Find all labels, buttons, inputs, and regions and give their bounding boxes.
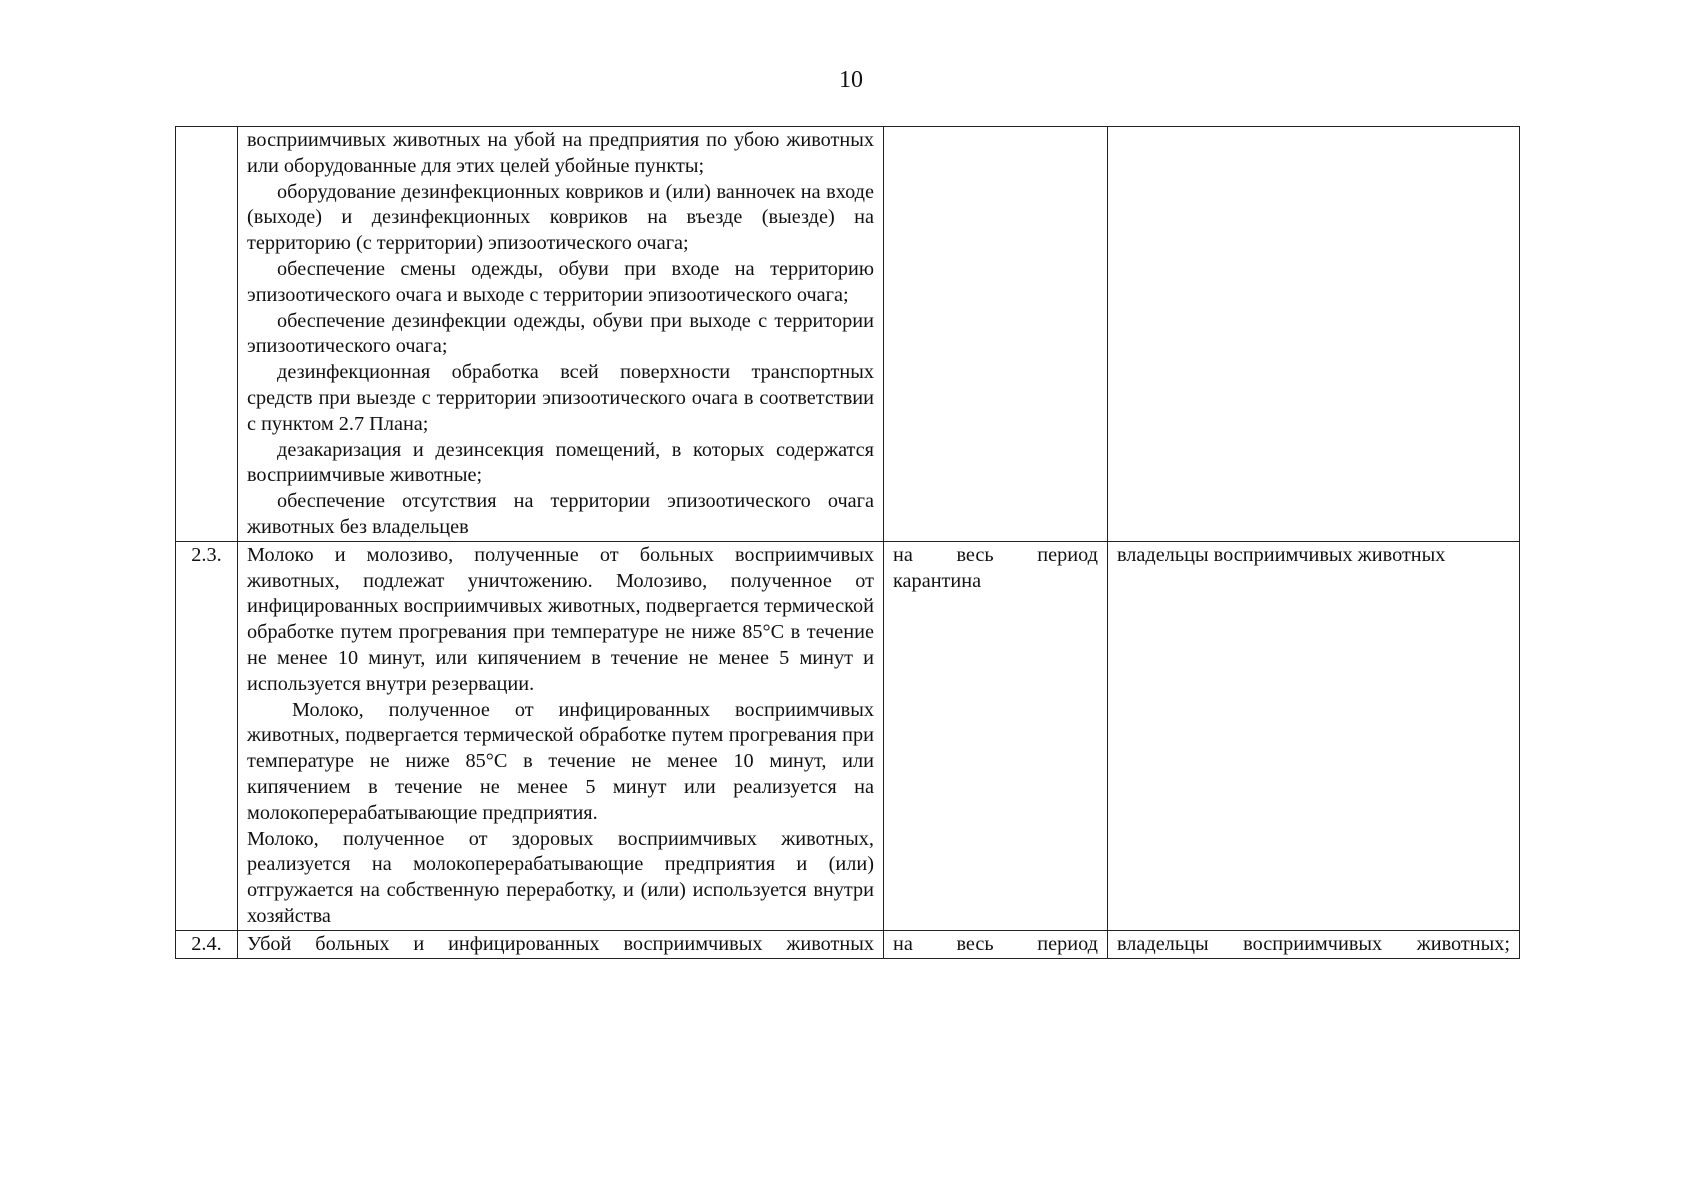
- responsible-cell: владельцы восприимчивых животных;: [1108, 930, 1520, 958]
- period-cell: на весь период карантина: [884, 541, 1108, 930]
- row-number-cell: [176, 127, 238, 542]
- measure-paragraph: обеспечение смены одежды, обуви при входе на территорию эпизоотического очага и выходе с территории эпизоотического очага;: [247, 257, 874, 306]
- measure-paragraph: обеспечение отсутствия на территории эпизоотического очага животных без владельцев: [247, 490, 874, 538]
- measure-paragraph: Молоко, полученное от инфицированных восприимчивых животных, подвергается термической обработке путем прогревания при температуре не ниже 85°С в течение не менее 10 минут, или кипячением в течение не менее 5 минут или реализуется на молокоперерабатывающие предприятия.: [247, 698, 874, 824]
- measure-cell: [238, 127, 884, 542]
- measure-cell: [238, 930, 884, 958]
- measure-paragraph: восприимчивых животных на убой на предприятия по убою животных или оборудованные для этих целей убойные пункты;: [247, 129, 874, 177]
- measure-paragraph: обеспечение дезинфекции одежды, обуви при выходе с территории эпизоотического очага;: [247, 309, 874, 358]
- table-row: [176, 930, 1520, 958]
- measure-paragraph: Убой больных и инфицированных восприимчивых животных: [247, 932, 874, 955]
- measures-table: [175, 126, 1520, 959]
- table-row: [176, 127, 1520, 542]
- page-number: 10: [839, 67, 863, 93]
- measure-paragraph: оборудование дезинфекционных ковриков и (или) ванночек на входе (выходе) и дезинфекционных ковриков на въезде (выезде) на территорию (с территории) эпизоотического очага;: [247, 180, 874, 255]
- row-number-cell: 2.4.: [176, 930, 238, 958]
- measure-paragraph: дезинфекционная обработка всей поверхности транспортных средств при выезде с территории эпизоотического очага в соответствии с пунктом 2.7 Плана;: [247, 361, 874, 435]
- table-row: [176, 541, 1520, 930]
- measure-cell: [238, 541, 884, 930]
- measure-paragraph: дезакаризация и дезинсекция помещений, в которых содержатся восприимчивые животные;: [247, 438, 874, 487]
- responsible-cell: [1108, 127, 1520, 542]
- row-number-cell: 2.3.: [176, 541, 238, 930]
- measure-paragraph: Молоко и молозиво, полученные от больных восприимчивых животных, подлежат уничтожению. Молозиво, полученное от инфицированных восприимчивых животных, подвергается термической обработке путем прогревания при температуре не ниже 85°С в течение не менее 10 минут, или кипячением в течение не менее 5 минут и используется внутри резервации.: [247, 543, 874, 695]
- responsible-cell: владельцы восприимчивых животных: [1108, 541, 1520, 930]
- measure-paragraph: Молоко, полученное от здоровых восприимчивых животных, реализуется на молокоперерабатывающие предприятия и (или) отгружается на собственную переработку, и (или) используется внутри хозяйства: [247, 827, 874, 927]
- period-cell: [884, 127, 1108, 542]
- period-cell: на весь период: [884, 930, 1108, 958]
